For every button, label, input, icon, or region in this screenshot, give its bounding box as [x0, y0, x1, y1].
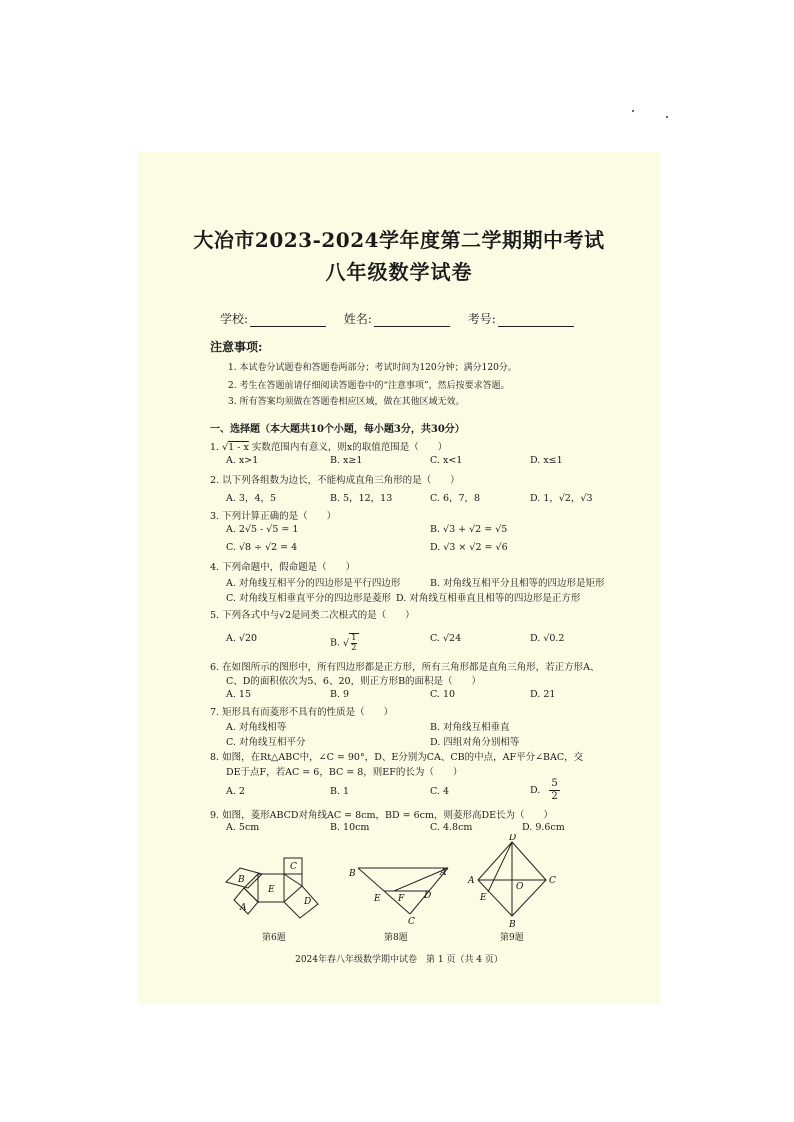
name-blank[interactable]	[374, 314, 450, 327]
q3-option-c: C. √8 ÷ √2 = 4	[226, 542, 298, 553]
triangle-right	[284, 874, 302, 886]
figure-9-caption: 第9题	[500, 933, 524, 943]
fig8-label-f: F	[398, 894, 405, 904]
fig6-label-c: C	[290, 862, 297, 872]
q6-option-a: A. 15	[226, 689, 251, 700]
q5-frac-numerator: 1	[351, 633, 357, 643]
q1-number: 1.	[210, 442, 220, 453]
question-8-line2: DE于点F，若AC = 6，BC = 8，则EF的长为（ ）	[226, 767, 463, 778]
q1-radicand: 1 - x	[228, 442, 249, 453]
question-6-line1: 6. 在如图所示的图形中，所有四边形都是正方形，所有三角形都是直角三角形，若正方形A、	[210, 662, 600, 673]
question-7: 7. 矩形具有而菱形不具有的性质是（ ）	[210, 707, 394, 718]
exam-paper	[138, 152, 660, 1004]
q5-option-d: D. √0.2	[530, 633, 565, 644]
question-9: 9. 如图，菱形ABCD对角线AC = 8cm，BD = 6cm，则菱形高DE长为（ ）	[210, 810, 554, 821]
q4-option-c: C. 对角线互相垂直平分的四边形是菱形	[226, 593, 391, 604]
q1-option-b: B. x≥1	[330, 455, 363, 466]
q2-option-a: A. 3，4，5	[226, 493, 277, 504]
q5-option-c: C. √24	[430, 633, 462, 644]
fig9-label-a: A	[468, 876, 475, 886]
student-info-fields	[220, 310, 588, 327]
square-d	[284, 886, 318, 918]
q5-option-b-label: B.	[330, 637, 341, 649]
q6-option-d: D. 21	[530, 689, 556, 700]
fig9-label-c: C	[549, 876, 556, 886]
q7-option-b: B. 对角线互相垂直	[430, 722, 510, 733]
q2-option-d: D. 1，√2，√3	[530, 493, 593, 504]
q3-option-b: B. √3 + √2 = √5	[430, 524, 508, 535]
q8-option-d	[530, 778, 560, 803]
fig9-label-b: B	[509, 920, 516, 930]
q4-option-d: D. 对角线互相垂直且相等的四边形是正方形	[396, 593, 581, 604]
name-label: 姓名:	[343, 312, 372, 326]
fig6-label-d: D	[304, 897, 312, 907]
q7-option-a: A. 对角线相等	[226, 722, 287, 733]
exam-title: 大冶市2023-2024学年度第二学期期中考试	[193, 228, 605, 252]
q8-frac-numerator: 5	[551, 778, 558, 789]
q5-frac-denominator: 2	[351, 643, 357, 653]
q5-option-a: A. √20	[226, 633, 258, 644]
fig8-label-e: E	[374, 894, 381, 904]
question-5: 5. 下列各式中与√2是同类二次根式的是（ ）	[210, 610, 415, 621]
figure-8-triangle	[348, 858, 458, 930]
fig9-label-o: O	[516, 882, 524, 892]
fig9-label-e: E	[480, 893, 487, 903]
fig8-label-d: D	[424, 891, 432, 901]
fig8-label-c: C	[408, 917, 415, 927]
notice-item: 3. 所有答案均须做在答题卷相应区域，做在其他区域无效。	[228, 397, 465, 407]
fig6-label-e: E	[268, 885, 275, 895]
question-2: 2. 以下列各组数为边长，不能构成直角三角形的是（ ）	[210, 475, 460, 486]
fig6-label-a: A	[240, 903, 247, 913]
figure-9-rhombus	[466, 834, 562, 930]
q4-option-b: B. 对角线互相平分且相等的四边形是矩形	[430, 578, 605, 589]
page-footer: 2024年春八年级数学期中试卷 第 1 页（共 4 页）	[295, 955, 503, 965]
q8-frac-denominator: 2	[551, 791, 558, 802]
figure-6-squares	[222, 852, 332, 932]
fig8-label-b: B	[349, 869, 356, 879]
q1-stem: 实数范围内有意义，则x的取值范围是（ ）	[251, 442, 448, 453]
q9-option-b: B. 10cm	[330, 822, 370, 833]
fig6-label-b: B	[238, 875, 245, 885]
question-3: 3. 下列计算正确的是（ ）	[210, 511, 337, 522]
notice-item: 1. 本试卷分试题卷和答题卷两部分；考试时间为120分钟；满分120分。	[228, 363, 517, 373]
notice-item: 2. 考生在答题前请仔细阅读答题卷中的“注意事项”，然后按要求答题。	[228, 381, 510, 391]
q3-option-d: D. √3 × √2 = √6	[430, 542, 508, 553]
q1-option-c: C. x<1	[430, 455, 463, 466]
question-8-line1: 8. 如图，在Rt△ABC中，∠C = 90°，D、E分别为CA、CB的中点，AF平分∠BAC，交	[210, 752, 584, 763]
q1-option-d: D. x≤1	[530, 455, 563, 466]
q3-option-a: A. 2√5 - √5 = 1	[226, 524, 299, 535]
exam-no-label: 考号:	[467, 312, 496, 326]
scan-speck	[632, 110, 634, 112]
school-blank[interactable]	[250, 314, 326, 327]
q2-option-c: C. 6，7，8	[430, 493, 481, 504]
question-1: 1. √1 - x 实数范围内有意义，则x的取值范围是（ ）	[210, 442, 448, 453]
q2-option-b: B. 5，12，13	[330, 493, 393, 504]
q7-option-d: D. 四组对角分别相等	[430, 737, 520, 748]
school-label: 学校:	[220, 312, 249, 326]
q8-option-a: A. 2	[226, 786, 245, 797]
question-6-line2: C、D的面积依次为5、6、20，则正方形B的面积是（ ）	[226, 676, 482, 687]
exam-no-blank[interactable]	[498, 314, 574, 327]
q4-option-a: A. 对角线互相平分的四边形是平行四边形	[226, 578, 401, 589]
question-4: 4. 下列命题中，假命题是（ ）	[210, 562, 356, 573]
fig8-label-a: A	[440, 868, 447, 878]
q6-option-b: B. 9	[330, 689, 350, 700]
q5-option-b: B. √ $\frac{1}{2}$	[330, 633, 357, 653]
q9-option-a: A. 5cm	[226, 822, 260, 833]
q6-option-c: C. 10	[430, 689, 456, 700]
figure-8-caption: 第8题	[384, 933, 408, 943]
q8-option-c: C. 4	[430, 786, 450, 797]
q7-option-c: C. 对角线互相平分	[226, 737, 306, 748]
q1-option-a: A. x>1	[226, 455, 259, 466]
q8-option-b: B. 1	[330, 786, 350, 797]
notice-heading: 注意事项:	[210, 340, 263, 354]
scan-speck	[666, 116, 668, 118]
section-heading: 一、选择题（本大题共10个小题，每小题3分，共30分）	[210, 424, 465, 435]
exam-subtitle: 八年级数学试卷	[325, 260, 473, 284]
q9-option-c: C. 4.8cm	[430, 822, 473, 833]
figure-6-caption: 第6题	[262, 933, 286, 943]
q8-option-d-label: D.	[530, 785, 541, 796]
fig9-label-d: D	[509, 834, 517, 843]
q9-option-d: D. 9.6cm	[522, 822, 565, 833]
